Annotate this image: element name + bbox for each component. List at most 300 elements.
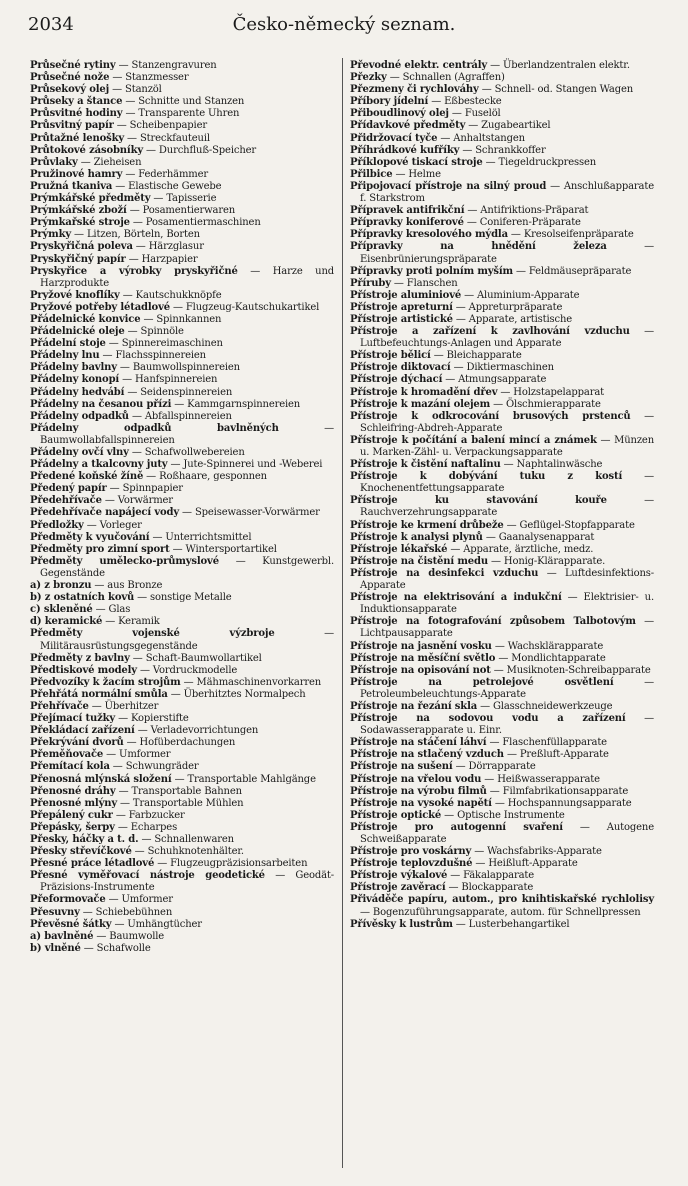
dictionary-entry [30,96,334,108]
german-translation: — Spinnpapier [106,483,183,495]
czech-term: Přesné vyměřovací nástroje geodetické [30,870,265,882]
german-translation: — Stanzöl [109,84,162,96]
dictionary-entry [350,278,654,290]
czech-term: Přádelny a tkalcovny juty [30,459,168,471]
german-translation: — Roßhaare, gesponnen [143,471,267,483]
czech-term: Příhrádkové kufříky [350,144,460,156]
dictionary-entry [350,326,654,350]
czech-term: Pryskyřičný papír [30,253,126,265]
czech-term: Přístroje artistické [350,313,453,325]
dictionary-entry [30,616,334,628]
german-translation: — Autogene Schweißapparate [360,821,654,845]
dictionary-entry [350,108,654,120]
czech-term: Přívěsky k lustrům [350,918,453,930]
czech-term: Přístroje k čistění naftalinu [350,459,501,471]
dictionary-entry [350,822,654,846]
german-translation: — Naphtalinwäsche [500,459,603,471]
german-translation: — Optische Instrumente [441,809,565,821]
czech-term: Přístroje lékařské [350,543,448,555]
czech-term: Přístroje na opisování not [350,664,491,676]
dictionary-entry [350,786,654,798]
german-translation: — Harzpapier [125,253,198,265]
dictionary-entry [30,689,334,701]
dictionary-entry [350,435,654,459]
dictionary-entry [350,737,654,749]
czech-term: Předené koňské žíně [30,471,144,483]
german-translation: — sonstige Metalle [134,592,232,604]
column-divider [342,58,343,1168]
german-translation: — Ölschmierapparate [490,398,601,410]
german-translation: — Baumwollspinnereien [116,362,240,374]
german-translation: — Umformer [103,749,171,761]
czech-term: Přenosné mlýny [30,797,118,809]
dictionary-entry [30,387,334,399]
dictionary-entry [350,241,654,265]
czech-term: Pryžové knoflíky [30,289,120,301]
german-translation: — Härzglasur [132,241,204,253]
german-translation: — Glas [92,604,131,616]
german-translation: — Vorleger [83,519,142,531]
czech-term: Přádelnické oleje [30,326,125,338]
czech-term: Přístroje bělicí [350,350,431,362]
czech-term: Přádelny hedvábí [30,386,125,398]
german-translation: — Flugzeugpräzisionsarbeiten [154,858,308,870]
german-translation: — Spinnereimaschinen [105,338,223,350]
czech-term: Přípravky kresolového mýdla [350,229,508,241]
czech-term: Přemítací kola [30,761,110,773]
dictionary-entry [30,60,334,72]
czech-term: Přístroje na sodovou vodu a zařízení [350,713,626,725]
czech-term: Průsečné nože [30,72,110,84]
dictionary-entry [30,834,334,846]
german-translation: — Gaanalysenapparat [482,531,595,543]
dictionary-entry [30,326,334,338]
german-translation: — Schnallenwaren [138,834,234,845]
german-translation: — Farbzucker [112,809,185,821]
dictionary-entry [30,423,334,447]
german-translation: — Antifriktions-Präparat [464,205,589,217]
german-translation: — Schnallen (Agraffen) [386,72,505,84]
dictionary-entry [350,616,654,640]
dictionary-entry [350,520,654,532]
czech-term: Převodné elektr. centrály [350,60,488,71]
dictionary-entry [30,471,334,483]
czech-term: Předměty vojenské výzbroje [30,628,275,640]
czech-term: Přístroje k dobývání tuku z kostí [350,471,623,483]
dictionary-entry [30,798,334,810]
dictionary-entry [30,604,334,616]
german-translation: — Bogenzuführungsapparate, autom. für Schnellpressen [360,906,641,918]
dictionary-entry [350,145,654,157]
czech-term: Přístroje na čistění medu [350,555,488,567]
czech-term: Přístroje diktovací [350,362,451,374]
german-translation: — Umhängtücher [111,918,202,930]
german-translation: — Speisewasser-Vorwärmer [179,507,320,519]
german-translation: — Stanzmesser [109,72,189,84]
czech-term: Přístroje ke krmení drůbeže [350,519,504,531]
czech-term: Přístroje na sušení [350,761,453,773]
dictionary-entry [350,60,654,72]
dictionary-entry [30,749,334,761]
czech-term: Přístroje apreturní [350,301,453,313]
german-translation: — Transportable Bahnen [115,785,242,797]
german-translation: — Flanschen [390,277,458,289]
czech-term: Přístroje na měsíční světlo [350,652,496,664]
dictionary-entry [350,302,654,314]
german-translation: — Schaft-Baumwollartikel [129,652,262,664]
czech-term: Přesky střevíčkové [30,846,132,858]
dictionary-entry [30,411,334,423]
czech-term: Pryžové potřeby létadlové [30,301,170,313]
dictionary-entry [350,798,654,810]
czech-term: Přístroje na řezání skla [350,700,478,712]
dictionary-entry [350,556,654,568]
dictionary-entry [350,713,654,737]
german-translation: — Baumwollabfallspinnereien [40,422,334,446]
czech-term: Přenosné dráhy [30,785,116,797]
czech-term: Přístroje optické [350,809,442,821]
czech-term: Přístroje na stlačený vzduch [350,749,504,761]
czech-term: Přádelny lnu [30,350,100,362]
german-translation: — Stanzengravuren [115,60,217,71]
dictionary-entry [350,653,654,665]
german-translation: — Mondlichtapparate [495,652,606,664]
german-translation: — Schnell- od. Stangen Wagen [478,84,634,96]
czech-term: Přístroje k mazání olejem [350,398,491,410]
czech-term: Přístroje na elektrisování a indukční [350,592,562,604]
czech-term: Pryskyřice a výrobky pryskyřičné [30,265,238,277]
dictionary-entry [350,362,654,374]
german-translation: — Vordruckmodelle [136,664,238,676]
czech-term: Přejímací tužky [30,713,116,725]
german-translation: — Feldmäusepräparate [512,265,632,277]
dictionary-entry [350,169,654,181]
german-translation: — Honig-Klärapparate. [487,555,606,567]
german-translation: — Filmfabrikationsapparate [486,785,629,797]
german-translation: — Tapisserie [150,193,217,205]
czech-term: Přístroje k odkrocování brusových prstenců [350,410,631,422]
dictionary-entry [350,592,654,616]
czech-term: Prýmky [30,229,72,241]
dictionary-entry [350,387,654,399]
czech-term: Přístroje pro autogenní svaření [350,821,563,833]
german-translation: — Lusterbehangartikel [452,918,570,930]
german-translation: — Blockapparate [445,882,534,894]
german-translation: — Geflügel-Stopfapparate [503,519,635,531]
german-translation: — Transparente Uhren [122,108,240,120]
german-translation: — Scheibenpapier [113,120,208,132]
dictionary-entry [350,217,654,229]
dictionary-entry [350,701,654,713]
czech-term: Přístroje na fotografování způsobem Talbotovým [350,616,636,628]
german-translation: — Musiknoten-Schreibapparate [490,664,651,676]
german-translation: — Dörrapparate [452,761,536,773]
dictionary-entry [30,302,334,314]
dictionary-entry [30,846,334,858]
czech-term: Přístroje na desinfekci vzduchu [350,567,539,579]
german-translation: — Kammgarnspinnereien [171,398,301,410]
dictionary-entry [350,374,654,386]
german-translation: — Zugabeartikel [465,120,551,132]
czech-term: Předložky [30,519,84,531]
dictionary-entry [350,205,654,217]
german-translation: — Apparate, ärztliche, medz. [447,543,594,555]
dictionary-entry [350,181,654,205]
dictionary-entry [30,399,334,411]
czech-term: Přístroje k hromadění dřev [350,386,498,398]
german-translation: — Glasschneidewerkzeuge [477,700,613,712]
german-translation: — Atmungsapparate [442,374,547,386]
czech-term: Průvlaky [30,156,78,168]
german-translation: — Hanfspinnereien [119,374,218,386]
dictionary-entry [30,907,334,919]
czech-term: Přístroje k počítání a balení mincí a známek [350,434,597,446]
czech-term: Přezky [350,72,387,84]
dictionary-entry [350,870,654,882]
czech-term: Pružinové hamry [30,168,123,180]
dictionary-entry [350,568,654,592]
german-translation: — Schafwollwebereien [128,447,245,458]
czech-term: a) z bronzu [30,580,92,592]
german-translation: — Flaschenfüllapparate [486,737,607,749]
german-translation: — Heißwasserapparate [481,773,600,785]
german-translation: — Überhitzer [88,700,159,712]
german-translation: — Transportable Mahlgänge [171,773,316,785]
dictionary-entry [30,507,334,519]
dictionary-entry [350,229,654,241]
dictionary-entry [30,701,334,713]
german-translation: — Spinnöle [124,326,184,338]
dictionary-entry [350,532,654,544]
czech-term: Přípravky koniferové [350,217,464,229]
dictionary-entry [350,350,654,362]
czech-term: b) z ostatních kovů [30,592,135,604]
dictionary-entry [30,858,334,870]
german-translation: — Wintersportartikel [169,543,277,555]
czech-term: d) keramické [30,616,103,628]
german-translation: — Spinnkannen [140,313,222,325]
dictionary-entry [30,241,334,253]
german-translation: — Coniferen-Präparate [463,217,581,229]
czech-term: Pryskyřičná poleva [30,241,133,253]
dictionary-entry [350,96,654,108]
czech-term: Předtiskové modely [30,664,137,676]
dictionary-entry [30,145,334,157]
german-translation: — Verladevorrichtungen [134,725,259,737]
czech-term: Průseky a štance [30,96,123,108]
german-translation: — Hofüberdachungen [123,737,236,749]
czech-term: Průtokové zásobníky [30,144,144,156]
german-translation: — Sodawasserapparate u. Einr. [360,713,654,737]
czech-term: Předený papír [30,483,107,495]
dictionary-entry [30,374,334,386]
czech-term: Předehřívače napájecí vody [30,507,180,519]
czech-term: Přepásky, šerpy [30,821,115,833]
czech-term: Přádelny odpadků bavlněných [30,422,279,434]
page-title: Česko-německý seznam. [232,14,456,35]
czech-term: Překrývání dvorů [30,737,124,749]
czech-term: Prýmkařské stroje [30,217,130,229]
german-translation: — Anhaltstangen [437,132,525,144]
german-translation: — Flachsspinnereien [99,350,206,362]
dictionary-entry [30,532,334,544]
dictionary-entry [350,411,654,435]
dictionary-entry [30,677,334,689]
dictionary-entry [350,749,654,761]
czech-term: a) bavlněné [30,930,94,942]
czech-term: Přádelny odpadků [30,410,129,422]
german-translation: — Litzen, Börteln, Borten [71,229,200,241]
czech-term: Přípravky proti polním myším [350,265,513,277]
czech-term: Přístroje na vřelou vodu [350,773,482,785]
dictionary-entry [30,931,334,943]
dictionary-entry [30,495,334,507]
czech-term: Přístroje ku stavování kouře [350,495,607,507]
german-translation: — Appreturpräparate [452,301,563,313]
german-translation: — Überhitztes Normalpech [167,688,306,700]
dictionary-entry [30,193,334,205]
czech-term: Přístroje na výrobu filmů [350,785,487,797]
german-translation: — Posamentierwaren [126,205,236,217]
german-translation: — Bleichapparate [430,350,522,362]
dictionary-entry [30,870,334,894]
czech-term: Přípravky na hnědění železa [350,241,607,253]
dictionary-entry [30,894,334,906]
german-translation: — Flugzeug-Kautschukartikel [169,301,320,313]
german-translation: — Vorwärmer [101,495,173,507]
german-translation: — Apparate, artistische [452,313,573,325]
dictionary-entry [30,713,334,725]
czech-term: Přístroje dýchací [350,374,443,386]
czech-term: Prýmkářské zboží [30,205,127,217]
german-translation: — Echarpes [114,821,178,833]
czech-term: Přesuvny [30,906,80,918]
left-column [30,60,334,955]
czech-term: Překládací zařízení [30,725,135,737]
czech-term: Přádelny ovčí vlny [30,447,129,458]
german-translation: — Schrankkoffer [459,144,546,156]
german-translation: — Münzen u. Marken-Zähl- u. Verpackungsapparate [360,434,654,458]
czech-term: Příruby [350,277,391,289]
dictionary-entry [350,846,654,858]
german-translation: — Luftbefeuchtungs-Anlagen und Apparate [360,326,654,350]
dictionary-entry [30,72,334,84]
dictionary-entry [30,157,334,169]
czech-term: Průsekový olej [30,84,110,96]
german-translation: — Eßbestecke [428,96,502,108]
czech-term: Přenosná mlýnská složení [30,773,172,785]
dictionary-entry [30,314,334,326]
dictionary-entry [350,882,654,894]
dictionary-entry [350,120,654,132]
german-translation: — Knochenentfettungsapparate [360,471,654,495]
german-translation: — Eisenbrünierungspräparate [360,241,654,265]
german-translation: — Lichtpausapparate [360,616,654,640]
german-translation: — Schnitte und Stanzen [122,96,245,108]
german-translation: — Kresolseifenpräparate [507,229,634,241]
german-translation: — Mähmaschinenvorkarren [180,676,322,688]
dictionary-entry [30,556,334,580]
german-translation: — Kopierstifte [115,713,189,725]
czech-term: Průsečné rytiny [30,60,116,71]
german-translation: — Schafwolle [80,942,151,954]
german-translation: — Anschlußapparate f. Starkstrom [360,180,654,205]
german-translation: — Fuselöl [448,108,501,120]
czech-term: Přístroje k analysi plynů [350,531,483,543]
dictionary-entry [350,266,654,278]
german-translation: — Durchfluß-Speicher [143,144,257,156]
czech-term: Příbory jídelní [350,96,429,108]
german-translation: — Kunstgewerbl. Gegenstände [40,555,334,579]
czech-term: b) vlněné [30,942,81,954]
german-translation: — Überlandzentralen elektr. [487,60,630,71]
czech-term: Přístroje teplovzdušné [350,858,473,870]
dictionary-entry [30,338,334,350]
german-translation: — aus Bronze [91,580,163,592]
czech-term: Přidržovací tyče [350,132,438,144]
german-translation: — Elektrisier- u. Induktionsapparate [360,592,654,616]
dictionary-entry [30,108,334,120]
dictionary-entry [30,483,334,495]
german-translation: — Baumwolle [93,930,165,942]
czech-term: Přehřátá normální smůla [30,688,168,700]
czech-term: Přídavkové předměty [350,120,466,132]
dictionary-entry [350,761,654,773]
german-translation: — Transportable Mühlen [117,797,244,809]
czech-term: Prýmkářské předměty [30,193,151,205]
german-translation: — Elastische Gewebe [112,180,222,192]
dictionary-entry [30,362,334,374]
dictionary-entry [30,266,334,290]
dictionary-entry [350,399,654,411]
german-translation: — Preßluft-Apparate [503,749,609,761]
dictionary-entry [350,495,654,519]
german-translation: — Helme [392,168,441,180]
dictionary-entry [30,447,334,459]
czech-term: Přístroje na stáčení láhví [350,737,487,749]
dictionary-entry [30,520,334,532]
german-translation: — Aluminium-Apparate [461,289,580,301]
dictionary-entry [30,254,334,266]
dictionary-entry [30,229,334,241]
dictionary-entry [350,774,654,786]
czech-term: Přístroje na jasnění vosku [350,640,492,652]
dictionary-entry [30,205,334,217]
german-translation: — Umformer [105,894,173,906]
czech-term: Přístroje zavěrací [350,882,446,894]
dictionary-entry [30,544,334,556]
czech-term: Přádelnické konvice [30,313,141,325]
dictionary-entry [350,133,654,145]
german-translation: — Unterrichtsmittel [149,531,252,543]
right-column [350,60,654,931]
czech-term: Přilbice [350,168,393,180]
dictionary-entry [350,459,654,471]
czech-term: Přístroje pro voskárny [350,846,472,858]
dictionary-entry [30,580,334,592]
german-translation: — Heißluft-Apparate [472,858,578,870]
czech-term: Přepálený cukr [30,809,113,821]
dictionary-entry [30,290,334,302]
dictionary-entry [30,943,334,955]
czech-term: Přístroje aluminiové [350,289,462,301]
german-translation: — Harze und Harzprodukte [40,265,334,289]
czech-term: Přiboudlinový olej [350,108,449,120]
czech-term: Přesky, háčky a t. d. [30,834,139,845]
dictionary-entry [350,919,654,931]
czech-term: Předměty umělecko-průmyslové [30,555,219,567]
german-translation: — Zieheisen [77,156,142,168]
